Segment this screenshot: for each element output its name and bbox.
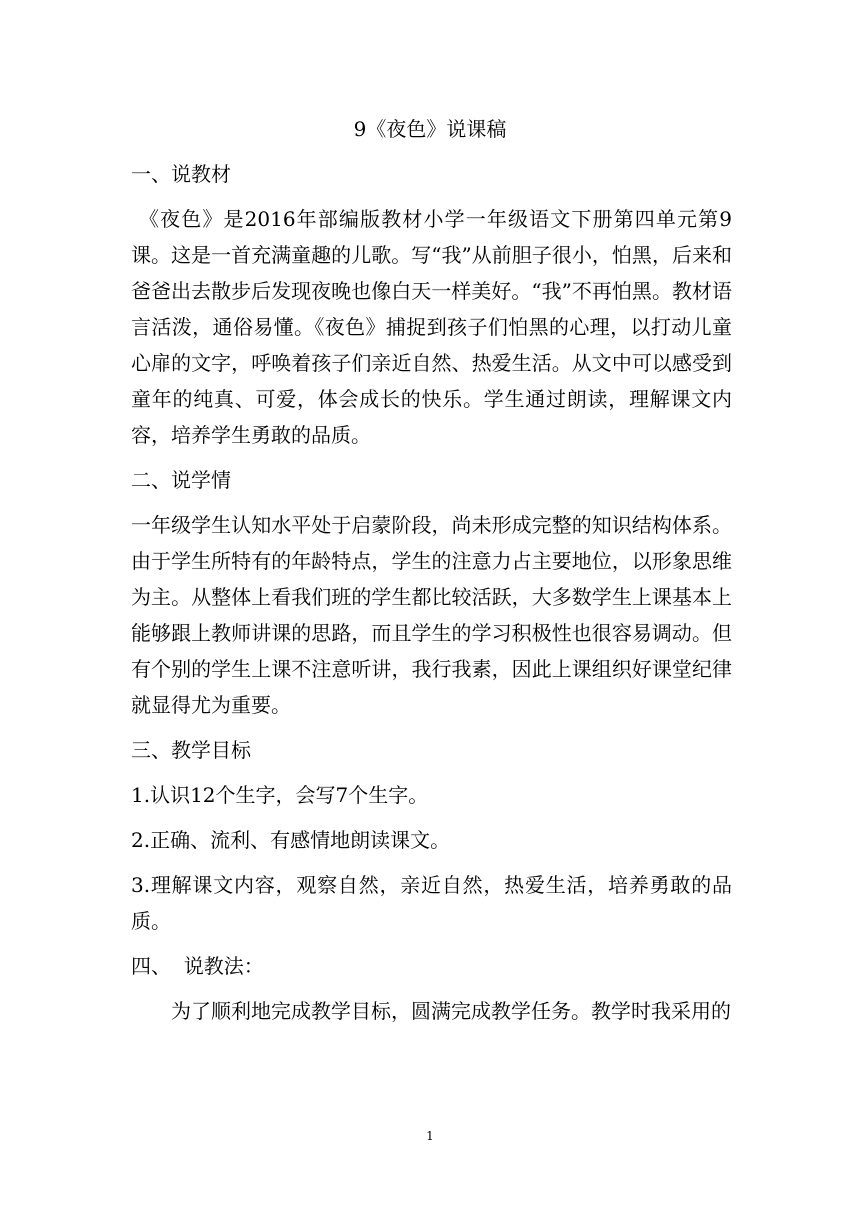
paragraph-students: 一年级学生认知水平处于启蒙阶段，尚未形成完整的知识结构体系。由于学生所特有的年龄特点，学生的注意力占主要地位，以形象思维为主。从整体上看我们班的学生都比较活跃，大多数学生上课基本上能够跟上教师讲课的思路，而且学生的学习积极性也很容易调动。但有个别的学生上课不注意听讲，我行我素，因此上课组织好课堂纪律就显得尤为重要。 [131, 513, 732, 717]
objective-item-2: 2.正确、流利、有感情地朗读课文。 [131, 828, 451, 852]
paragraph-textbook: 《夜色》是2016年部编版教材小学一年级语文下册第四单元第9课。这是一首充满童趣的儿歌。写“我”从前胆子很小，怕黑，后来和爸爸出去散步后发现夜晚也像白天一样美好。“我”不再怕黑。教材语言活泼，通俗易懂。《夜色》捕捉到孩子们怕黑的心理，以打动儿童心扉的文字，呼唤着孩子们亲近自然、热爱生活。从文中可以感受到童年的纯真、可爱，体会成长的快乐。学生通过朗读，理解课文内容，培养学生勇敢的品质。 [131, 207, 732, 447]
section-heading-objectives: 三、教学目标 [131, 738, 251, 762]
objective-item-3: 3.理解课文内容，观察自然，亲近自然，热爱生活，培养勇敢的品质。 [131, 873, 732, 933]
objective-item-1: 1.认识12个生字，会写7个生字。 [131, 783, 429, 807]
paragraph-methods: 为了顺利地完成教学目标，圆满完成教学任务。教学时我采用的 [171, 999, 731, 1023]
document-body [131, 156, 732, 1038]
section-heading-students: 二、说学情 [131, 468, 231, 492]
section-heading-methods: 四、 说教法： [131, 954, 264, 978]
section-heading-textbook: 一、说教材 [131, 162, 231, 186]
page-number: 1 [426, 1129, 434, 1143]
document-title: 9《夜色》说课稿 [353, 117, 507, 141]
